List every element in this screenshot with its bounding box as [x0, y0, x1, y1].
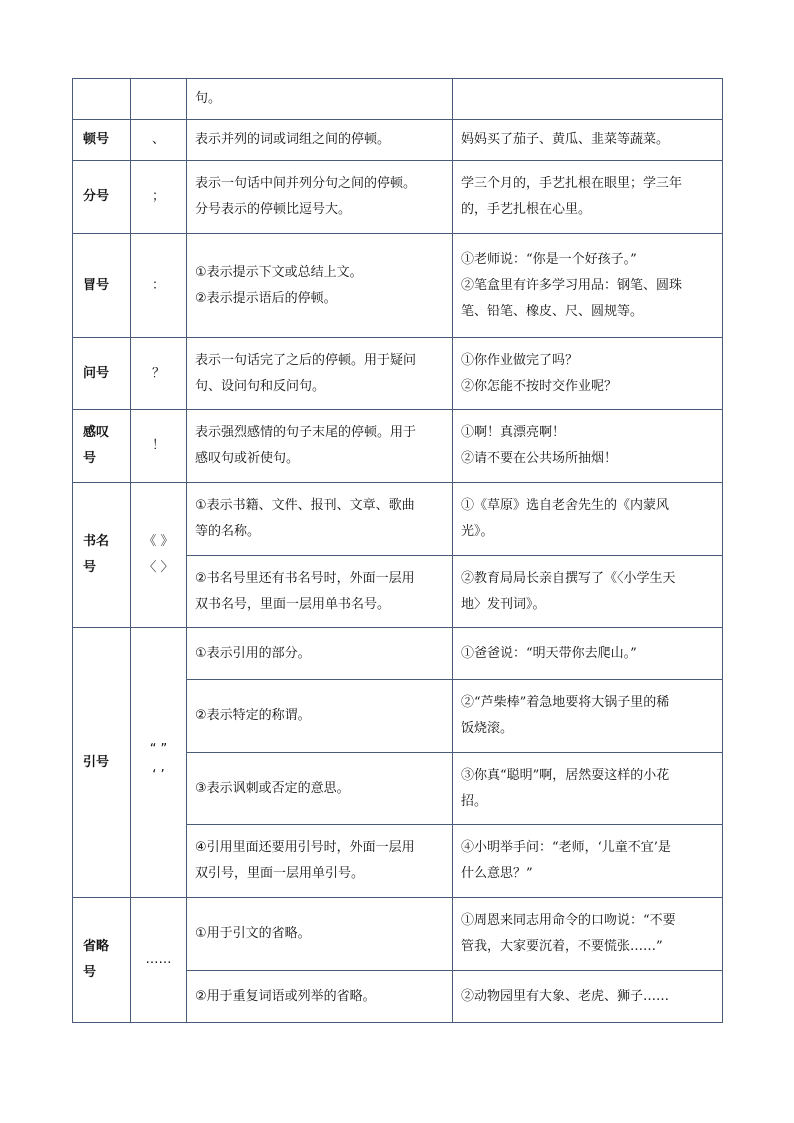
desc-line: 分号表示的停顿比逗号大。 [195, 202, 352, 217]
example-line: ①啊！真漂亮啊！ [461, 425, 566, 440]
example-line: ②笔盒里有许多学习用品：钢笔、圆珠 [461, 277, 683, 293]
punct-symbol: ‘ ’ [152, 767, 165, 783]
example-cell [453, 410, 723, 483]
example-line: ①你作业做完了吗？ [461, 352, 579, 368]
desc-line: 句。 [195, 91, 222, 106]
symbol-cell [131, 628, 187, 898]
example-cell [453, 338, 723, 410]
example-cell [453, 556, 723, 628]
example-cell [453, 234, 723, 338]
punct-symbol: 《 》 [143, 534, 174, 549]
desc-cell [187, 680, 453, 753]
desc-cell [187, 825, 453, 898]
desc-line: 句、设问句和反问句。 [195, 378, 326, 394]
desc-cell [187, 79, 453, 120]
table-row [73, 898, 723, 971]
example-line: ①爸爸说：“明天带你去爬山。” [461, 645, 637, 661]
punct-name: 省略 [83, 939, 110, 954]
table-row [73, 483, 723, 556]
desc-line: 表示强烈感情的句子末尾的停顿。用于 [195, 425, 417, 440]
desc-line: ②书名号里还有书名号时，外面一层用 [195, 570, 415, 586]
desc-cell [187, 556, 453, 628]
example-line: ②你怎能不按时交作业呢？ [461, 378, 618, 394]
punct-symbol: 〈 〉 [143, 560, 174, 575]
punct-symbol: ？ [151, 365, 165, 381]
example-line: 什么意思？” [461, 866, 533, 881]
example-line: 饭烧滚。 [461, 721, 514, 736]
punct-symbol: ： [151, 277, 165, 293]
desc-line: ①表示书籍、文件、报刊、文章、歌曲 [195, 498, 415, 513]
name-cell [73, 79, 131, 120]
example-cell [453, 79, 723, 120]
example-line: ②请不要在公共场所抽烟！ [461, 451, 618, 466]
desc-line: ①表示引用的部分。 [195, 645, 311, 661]
table-row [73, 234, 723, 338]
punct-name: 号 [83, 560, 97, 575]
desc-cell [187, 120, 453, 161]
example-line: 妈妈买了茄子、黄瓜、韭菜等蔬菜。 [461, 132, 670, 147]
example-line: 学三个月的，手艺扎根在眼里；学三年 [461, 176, 683, 191]
example-line: ①周恩来同志用命令的口吻说：“不要 [461, 913, 676, 928]
example-line: ①老师说：“你是一个好孩子。” [461, 251, 637, 267]
example-cell [453, 971, 723, 1023]
desc-cell [187, 971, 453, 1023]
table-row [73, 161, 723, 234]
punct-name: 问号 [83, 365, 110, 381]
desc-cell [187, 338, 453, 410]
punct-name: 顿号 [83, 132, 110, 147]
punct-symbol: …… [145, 952, 172, 967]
example-line: 笔、铅笔、橡皮、尺、圆规等。 [461, 303, 644, 319]
table-row [73, 338, 723, 410]
punct-name: 书名 [83, 534, 110, 549]
symbol-cell [131, 338, 187, 410]
desc-line: ②表示特定的称谓。 [195, 708, 311, 723]
example-line: 的，手艺扎根在心里。 [461, 202, 592, 217]
desc-line: 双书名号，里面一层用单书名号。 [195, 596, 391, 612]
desc-line: 表示一句话中间并列分句之间的停顿。 [195, 176, 417, 191]
example-cell [453, 161, 723, 234]
example-line: ①《草原》选自老舍先生的《内蒙风 [461, 498, 670, 513]
name-cell [73, 120, 131, 161]
symbol-cell [131, 410, 187, 483]
example-line: ④小明举手问：“老师，‘儿童不宜’是 [461, 840, 671, 855]
punct-name: 冒号 [83, 277, 110, 293]
desc-cell [187, 753, 453, 825]
name-cell [73, 483, 131, 628]
example-line: 地〉发刊词》。 [461, 596, 546, 612]
desc-line: 表示并列的词或词组之间的停顿。 [195, 132, 391, 147]
name-cell [73, 338, 131, 410]
table-row [73, 120, 723, 161]
example-cell [453, 628, 723, 680]
example-line: ②“芦柴棒”着急地要将大锅子里的稀 [461, 695, 670, 710]
example-cell [453, 753, 723, 825]
punctuation-table [72, 78, 723, 1023]
example-cell [453, 680, 723, 753]
symbol-cell [131, 161, 187, 234]
punct-symbol: ！ [151, 438, 165, 453]
table-row [73, 628, 723, 680]
symbol-cell [131, 79, 187, 120]
punct-name: 感叹 [83, 425, 110, 440]
punct-name: 引号 [83, 754, 110, 770]
name-cell [73, 410, 131, 483]
symbol-cell [131, 483, 187, 628]
desc-line: ④引用里面还要用引号时，外面一层用 [195, 840, 415, 855]
example-line: ②动物园里有大象、老虎、狮子…… [461, 988, 670, 1004]
punct-name: 号 [83, 965, 97, 980]
desc-line: 等的名称。 [195, 524, 261, 539]
example-line: ②教育局局长亲自撰写了《〈小学生天 [461, 570, 676, 586]
punct-symbol: 、 [151, 132, 165, 147]
example-cell [453, 825, 723, 898]
desc-line: ②表示提示语后的停顿。 [195, 290, 337, 306]
desc-cell [187, 898, 453, 971]
desc-line: ①表示提示下文或总结上文。 [195, 264, 363, 280]
symbol-cell [131, 898, 187, 1023]
desc-line: 双引号，里面一层用单引号。 [195, 866, 365, 881]
name-cell [73, 898, 131, 1023]
desc-cell [187, 234, 453, 338]
name-cell [73, 161, 131, 234]
example-line: 管我，大家要沉着，不要慌张……” [461, 939, 663, 954]
example-cell [453, 898, 723, 971]
desc-cell [187, 628, 453, 680]
example-line: 招。 [461, 793, 488, 809]
table-row [73, 79, 723, 120]
name-cell [73, 628, 131, 898]
desc-cell [187, 161, 453, 234]
punct-symbol: ； [151, 189, 165, 204]
punct-name: 分号 [83, 189, 110, 204]
example-cell [453, 483, 723, 556]
table-row [73, 410, 723, 483]
desc-cell [187, 410, 453, 483]
symbol-cell [131, 120, 187, 161]
example-line: 光》。 [461, 524, 494, 539]
desc-line: ①用于引文的省略。 [195, 926, 311, 941]
desc-line: 感叹句或祈使句。 [195, 451, 300, 466]
desc-line: ②用于重复词语或列举的省略。 [195, 988, 376, 1004]
punct-name: 号 [83, 451, 97, 466]
desc-line: ③表示讽刺或否定的意思。 [195, 780, 350, 796]
example-line: ③你真“聪明”啊，居然耍这样的小花 [461, 767, 670, 783]
desc-cell [187, 483, 453, 556]
name-cell [73, 234, 131, 338]
example-cell [453, 120, 723, 161]
symbol-cell [131, 234, 187, 338]
desc-line: 表示一句话完了之后的停顿。用于疑问 [195, 352, 417, 368]
punct-symbol: “ ” [149, 741, 168, 757]
